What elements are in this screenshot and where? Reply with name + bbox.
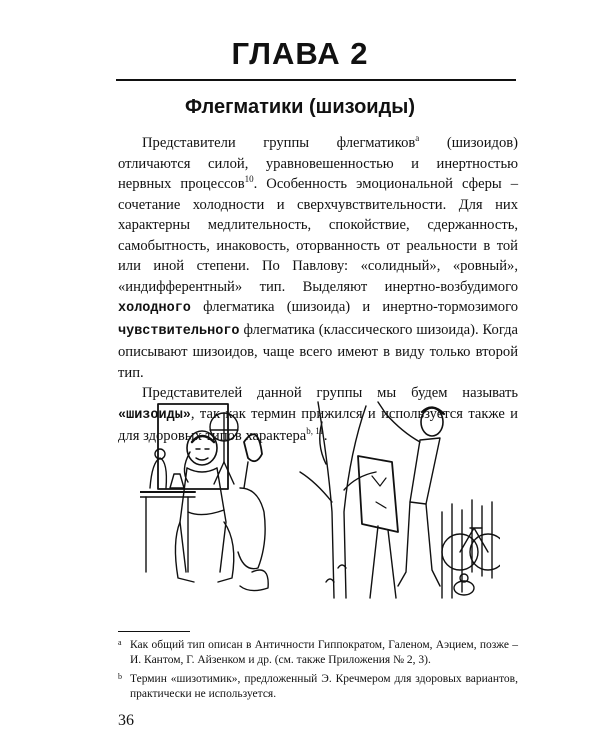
p2-text-3: . [323,428,328,444]
p1-bold-cold: холодного [118,301,191,316]
paragraph-1 [118,133,518,383]
footnote-text: Термин «шизотимик», предложенный Э. Кречмером для здоровых вариантов, практически не используется. [130,673,518,700]
illustration-drawing [140,392,500,602]
p1-text-1: Представители группы флегматиков [142,135,416,151]
footnote-b [118,672,518,702]
p2-text-1: Представителей данной группы мы будем называть [142,385,518,401]
p2-text-2: , так как термин прижился и используется также и для здоровых типов характера [118,405,518,444]
footnote-a [118,638,518,668]
p2-bold-schizoids: «шизоиды» [118,407,191,423]
endnote-ref-10: 10 [244,174,254,185]
seated-scientist-illustration [140,404,268,591]
p1-text-3: . Особенность эмоциональной сферы – сочетание холодности и сверхчувствительности. Для них характерны медлительность, спокойствие, сдержанность, самобытность, инаковость, оторванность от реальности в той или иной степени. По Павлову: «солидный», «ровный», «индифферентный» тип. Выделяют инертно-возбудимого [118,176,518,295]
chapter-title: ГЛАВА 2 [231,36,369,71]
page-number: 36 [118,712,134,729]
footnote-ref-b-11: b, 11 [306,426,324,437]
p1-text-2: (шизоидов) отличаются силой, уравновешенностью и инертностью нервных процессов [118,135,518,192]
p1-text-5: флегматика (классического шизоида). Когда описывают шизоидов, чаще всего имеют в виду только второй тип. [118,321,518,381]
artist-with-easel-illustration [300,402,500,598]
footnote-rule [118,631,190,632]
footnote-mark: b [118,672,122,681]
footnotes [118,638,518,706]
p1-text-4: флегматика (шизоида) и инертно-тормозимого [190,299,518,315]
chapter-rule [116,79,516,81]
footnote-mark: a [118,638,122,647]
footnote-ref-a: a [415,133,420,144]
illustrations [140,392,500,602]
p1-bold-sensitive: чувствительного [118,323,240,339]
footnote-text: Как общий тип описан в Античности Гиппократом, Галеном, Аэцием, позже – И. Кантом, Г. Айзенком и др. (см. также Приложения № 2, 3). [130,639,518,666]
section-title: Флегматики (шизоиды) [184,96,416,118]
